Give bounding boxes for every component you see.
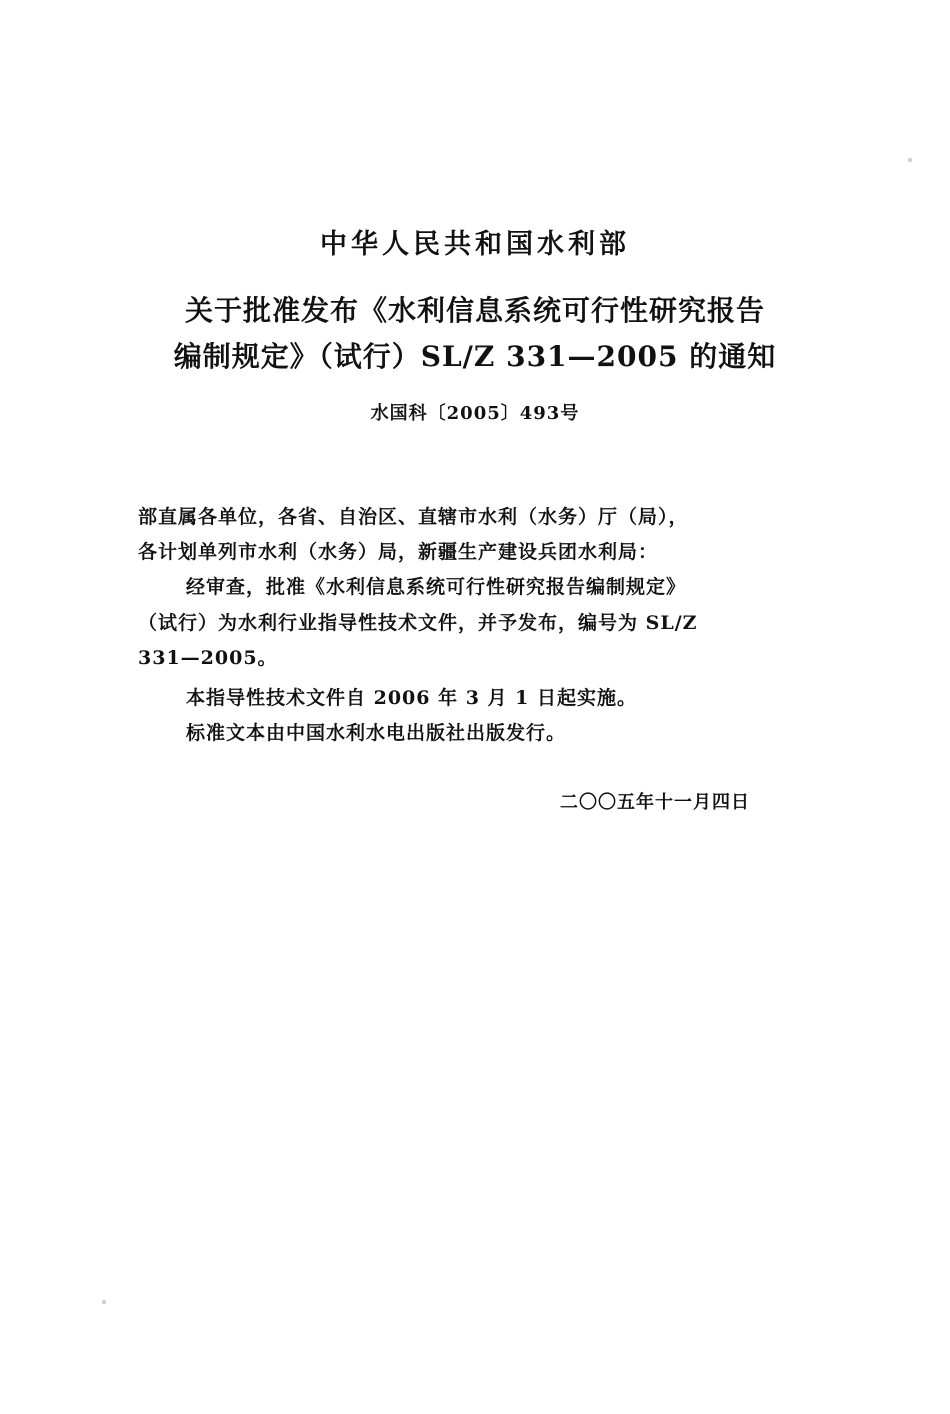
body-paragraph-3: 标准文本由中国水利水电出版社出版发行。 xyxy=(186,722,567,744)
issue-date: 二〇〇五年十一月四日 xyxy=(560,792,750,813)
notice-title-line-1: 关于批准发布《水利信息系统可行性研究报告 xyxy=(184,294,765,327)
issuing-ministry: 中华人民共和国水利部 xyxy=(320,229,630,260)
body-paragraph-1-line-3: 331—2005。 xyxy=(138,647,278,669)
body-paragraph-1-line-1: 经审查，批准《水利信息系统可行性研究报告编制规定》 xyxy=(186,576,687,598)
body-paragraph-2: 本指导性技术文件自 2006 年 3 月 1 日起实施。 xyxy=(186,687,638,709)
document-number: 水国科〔2005〕493号 xyxy=(370,403,580,424)
body-paragraph-1-line-2: （试行）为水利行业指导性技术文件，并予发布，编号为 SL/Z xyxy=(138,612,698,634)
addressee-line-1: 部直属各单位，各省、自治区、直辖市水利（水务）厅（局）， xyxy=(138,506,689,528)
scan-speck xyxy=(908,158,912,162)
notice-title-line-2: 编制规定》（试行）SL/Z 331—2005 的通知 xyxy=(173,340,777,373)
scan-speck xyxy=(102,1300,106,1304)
addressee-line-2: 各计划单列市水利（水务）局，新疆生产建设兵团水利局： xyxy=(138,541,659,563)
